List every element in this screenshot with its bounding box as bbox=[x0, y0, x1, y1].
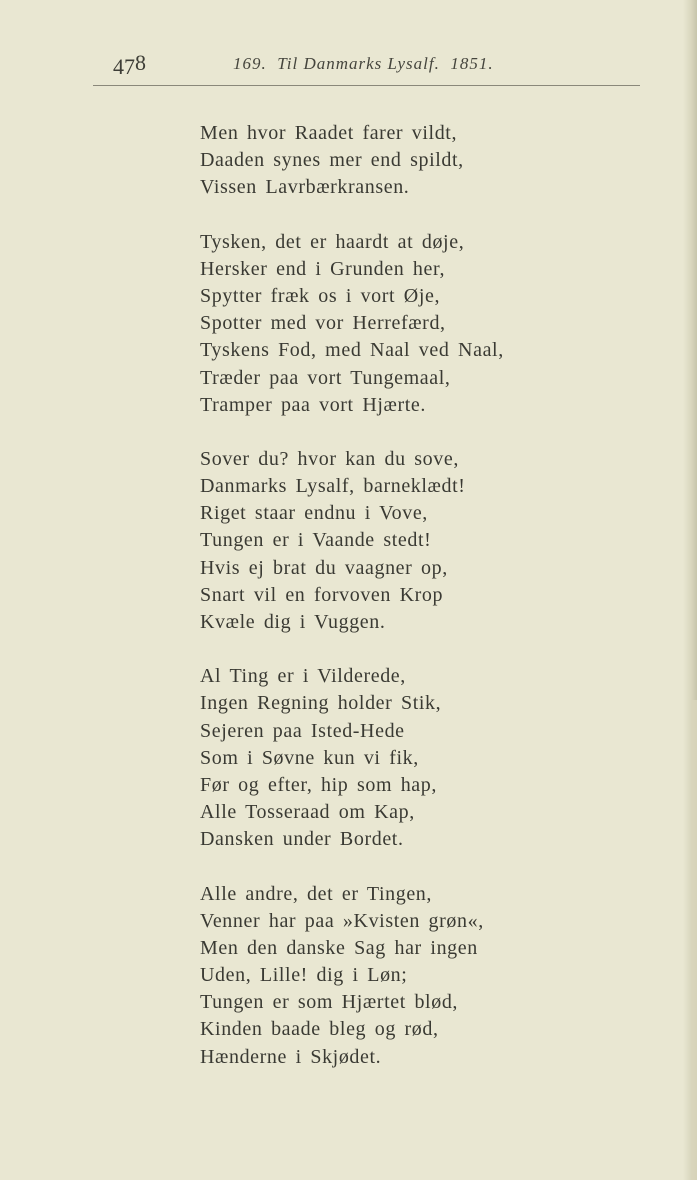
poem-line: Men hvor Raadet farer vildt, bbox=[200, 122, 458, 144]
poem-line: Hænderne i Skjødet. bbox=[200, 1045, 382, 1068]
poem-line: Kinden baade bleg og rød, bbox=[200, 1018, 439, 1041]
page-edge-lower bbox=[691, 700, 697, 1180]
page-number-raised-digit: 8 bbox=[135, 50, 146, 75]
poem-line: Spytter fræk os i vort Øje, bbox=[200, 284, 441, 307]
poem-line: Som i Søvne kun vi fik, bbox=[200, 746, 419, 769]
poem-line: Hvis ej brat du vaagner op, bbox=[200, 556, 448, 579]
page-number-digits: 47 bbox=[113, 54, 135, 79]
page-header bbox=[0, 0, 697, 90]
poem-line: Daaden synes mer end spildt, bbox=[200, 149, 464, 172]
poem-line: Riget staar endnu i Vove, bbox=[200, 502, 428, 525]
poem-line: Dansken under Bordet. bbox=[200, 828, 404, 851]
poem-line: Tramper paa vort Hjærte. bbox=[200, 393, 426, 416]
poem-line: Spotter med vor Herrefærd, bbox=[200, 312, 446, 335]
poem-line: Ingen Regning holder Stik, bbox=[200, 692, 442, 715]
stanza-4 bbox=[200, 663, 560, 853]
poem-line: Vissen Lavrbærkransen. bbox=[200, 176, 410, 199]
poem-line: Al Ting er i Vilderede, bbox=[200, 665, 406, 688]
poem-line: Sover du? hvor kan du sove, bbox=[200, 447, 459, 470]
stanza-5 bbox=[200, 881, 560, 1071]
poem-line: Danmarks Lysalf, barneklædt! bbox=[200, 475, 466, 498]
poem-line: Venner har paa »Kvisten grøn«, bbox=[200, 909, 484, 932]
poem-line: Tungen er som Hjærtet blød, bbox=[200, 991, 459, 1014]
running-title: 169. Til Danmarks Lysalf. 1851. bbox=[233, 54, 494, 73]
stanza-3 bbox=[200, 446, 560, 636]
poem-line: Tysken, det er haardt at døje, bbox=[200, 230, 465, 253]
poem-line: Kvæle dig i Vuggen. bbox=[200, 611, 386, 633]
poem-line: Før og efter, hip som hap, bbox=[200, 773, 437, 796]
poem-line: Uden, Lille! dig i Løn; bbox=[200, 964, 408, 987]
stanza-2 bbox=[200, 229, 560, 419]
page-number bbox=[113, 50, 146, 80]
poem-line: Sejeren paa Isted-Hede bbox=[200, 719, 405, 742]
poem-line: Alle andre, det er Tingen, bbox=[200, 882, 433, 905]
stanza-1 bbox=[200, 120, 560, 202]
poem-line: Men den danske Sag har ingen bbox=[200, 936, 478, 959]
poem-line: Træder paa vort Tungemaal, bbox=[200, 366, 451, 389]
poem-line: Hersker end i Grunden her, bbox=[200, 257, 446, 280]
poem-line: Alle Tosseraad om Kap, bbox=[200, 801, 415, 824]
poem-body bbox=[200, 120, 560, 1098]
header-rule bbox=[93, 85, 640, 86]
poem-line: Tyskens Fod, med Naal ved Naal, bbox=[200, 339, 504, 362]
poem-line: Tungen er i Vaande stedt! bbox=[200, 529, 432, 552]
poem-line: Snart vil en forvoven Krop bbox=[200, 583, 444, 606]
